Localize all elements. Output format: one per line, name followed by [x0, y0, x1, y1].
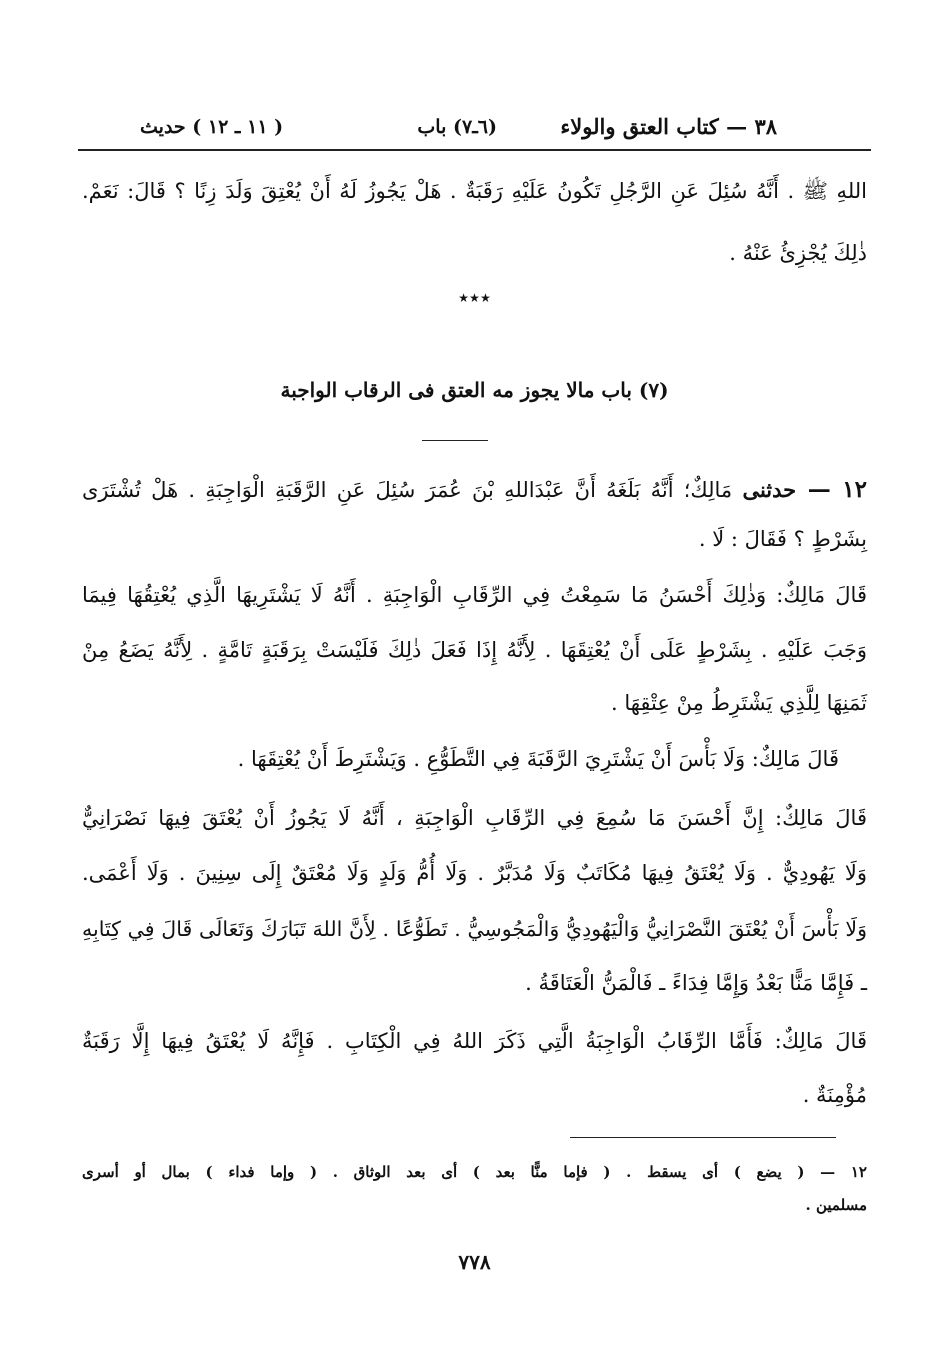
text-line: قَالَ مَالِكٌ: وَلَا بَأْسَ أَنْ يَشْتَرِيَ الرَّقَبَةَ فِي التَّطَوُّعِ . وَيَشْتَرِطَ أَنْ يُعْتِقَهَا . [237, 747, 839, 771]
header-rule [78, 149, 871, 151]
header-chapter-ref: (٦ـ٧) باب [417, 116, 497, 138]
hadith-intro: حدثنى [742, 477, 797, 502]
text-line: قَالَ مَالِكٌ: إِنَّ أَحْسَنَ مَا سُمِعَ فِي الرِّقَابِ الْوَاجِبَةِ ، أَنَّهُ لَا يَجُوزُ أَنْ يُعْتَقَ فِيهَا نَصْرَانِيٌّ [82, 806, 867, 830]
footnote-line: ١٢ — ( يضع ) أى يسقط . ( فإما منًّا بعد ) أى بعد الوثاق . ( وإما فداء ) بمال أو أسرى [82, 1163, 867, 1181]
text-line: وَلَا بَأْسَ أَنْ يُعْتَقَ النَّصْرَانِيُّ وَالْيَهُودِيُّ وَالْمَجُوسِيُّ . تَطَوُّعًا . لِأَنَّ اللهَ تَبَارَكَ وَتَعَالَى قَالَ فِي كِتَابِهِ [82, 917, 867, 941]
text-line: مُؤْمِنَةٌ . [802, 1083, 867, 1107]
footnote-line: مسلمين . [805, 1196, 867, 1214]
text-line: ذٰلِكَ يُجْزِئُ عَنْهُ . [729, 241, 867, 265]
text-line: اللهِ ﷺ . أَنَّهُ سُئِلَ عَنِ الرَّجُلِ تَكُونُ عَلَيْهِ رَقَبَةٌ . هَلْ يَجُوزُ لَهُ أَنْ يُعْتِقَ وَلَدَ زِنًا ؟ قَالَ: نَعَمْ. [82, 179, 867, 203]
text-line: ثَمَنِهَا لِلَّذِي يَشْتَرِطُ مِنْ عِتْقِهَا . [611, 691, 867, 715]
header-book-title: ٣٨ — كتاب العتق والولاء [560, 114, 777, 139]
text-line: قَالَ مَالِكٌ: فَأَمَّا الرِّقَابُ الْوَاجِبَةُ الَّتِي ذَكَرَ اللهُ فِي الْكِتَابِ . فَإِنَّهُ لَا يُعْتَقُ فِيهَا إِلَّا رَقَبَةٌ [82, 1029, 867, 1053]
text-line: ـ فَإِمَّا مَنًّا بَعْدُ وَإِمَّا فِدَاءً ـ فَالْمَنُّ الْعَتَاقَةُ . [525, 971, 867, 995]
hadith-text: مَالِكٌ؛ أَنَّهُ بَلَغَهُ أَنَّ عَبْدَاللهِ بْنَ عُمَرَ سُئِلَ عَنِ الرَّقَبَةِ الْوَاجِبَةِ . هَلْ تُشْتَرَى [82, 478, 733, 502]
text-line: قَالَ مَالِكٌ: وَذٰلِكَ أَحْسَنُ مَا سَمِعْتُ فِي الرِّقَابِ الْوَاجِبَةِ . أَنَّهُ لَا يَشْتَرِيهَا الَّذِي يُعْتِقُهَا فِيمَا [82, 583, 867, 607]
text-line: وَجَبَ عَلَيْهِ . بِشَرْطٍ عَلَى أَنْ يُعْتِقَهَا . لِأَنَّهُ إِذَا فَعَلَ ذٰلِكَ فَلَيْسَتْ بِرَقَبَةٍ تَامَّةٍ . لِأَنَّهُ يَضَعُ مِنْ [82, 638, 867, 662]
heading-underline [422, 440, 488, 441]
hadith-number: ١٢ — [796, 476, 867, 503]
header-hadith-ref: ( ١١ ـ ١٢ ) حديث [140, 116, 284, 138]
chapter-heading: (٧) باب مالا يجوز مه العتق فى الرقاب الواجبة [280, 378, 669, 402]
page-number: ٧٧٨ [458, 1250, 491, 1274]
text-line: بِشَرْطٍ ؟ فَقَالَ : لَا . [698, 527, 867, 551]
text-line: وَلَا يَهُودِيٌّ . وَلَا يُعْتَقُ فِيهَا مُكَاتَبٌ وَلَا مُدَبَّرٌ . وَلَا أُمُّ وَلَدٍ وَلَا مُعْتَقٌ إِلَى سِنِينَ . وَلَا أَعْمَى. [82, 861, 867, 885]
footnote-rule [570, 1137, 836, 1138]
hadith-line [82, 475, 867, 505]
separator-stars: ٭٭٭ [458, 285, 491, 309]
